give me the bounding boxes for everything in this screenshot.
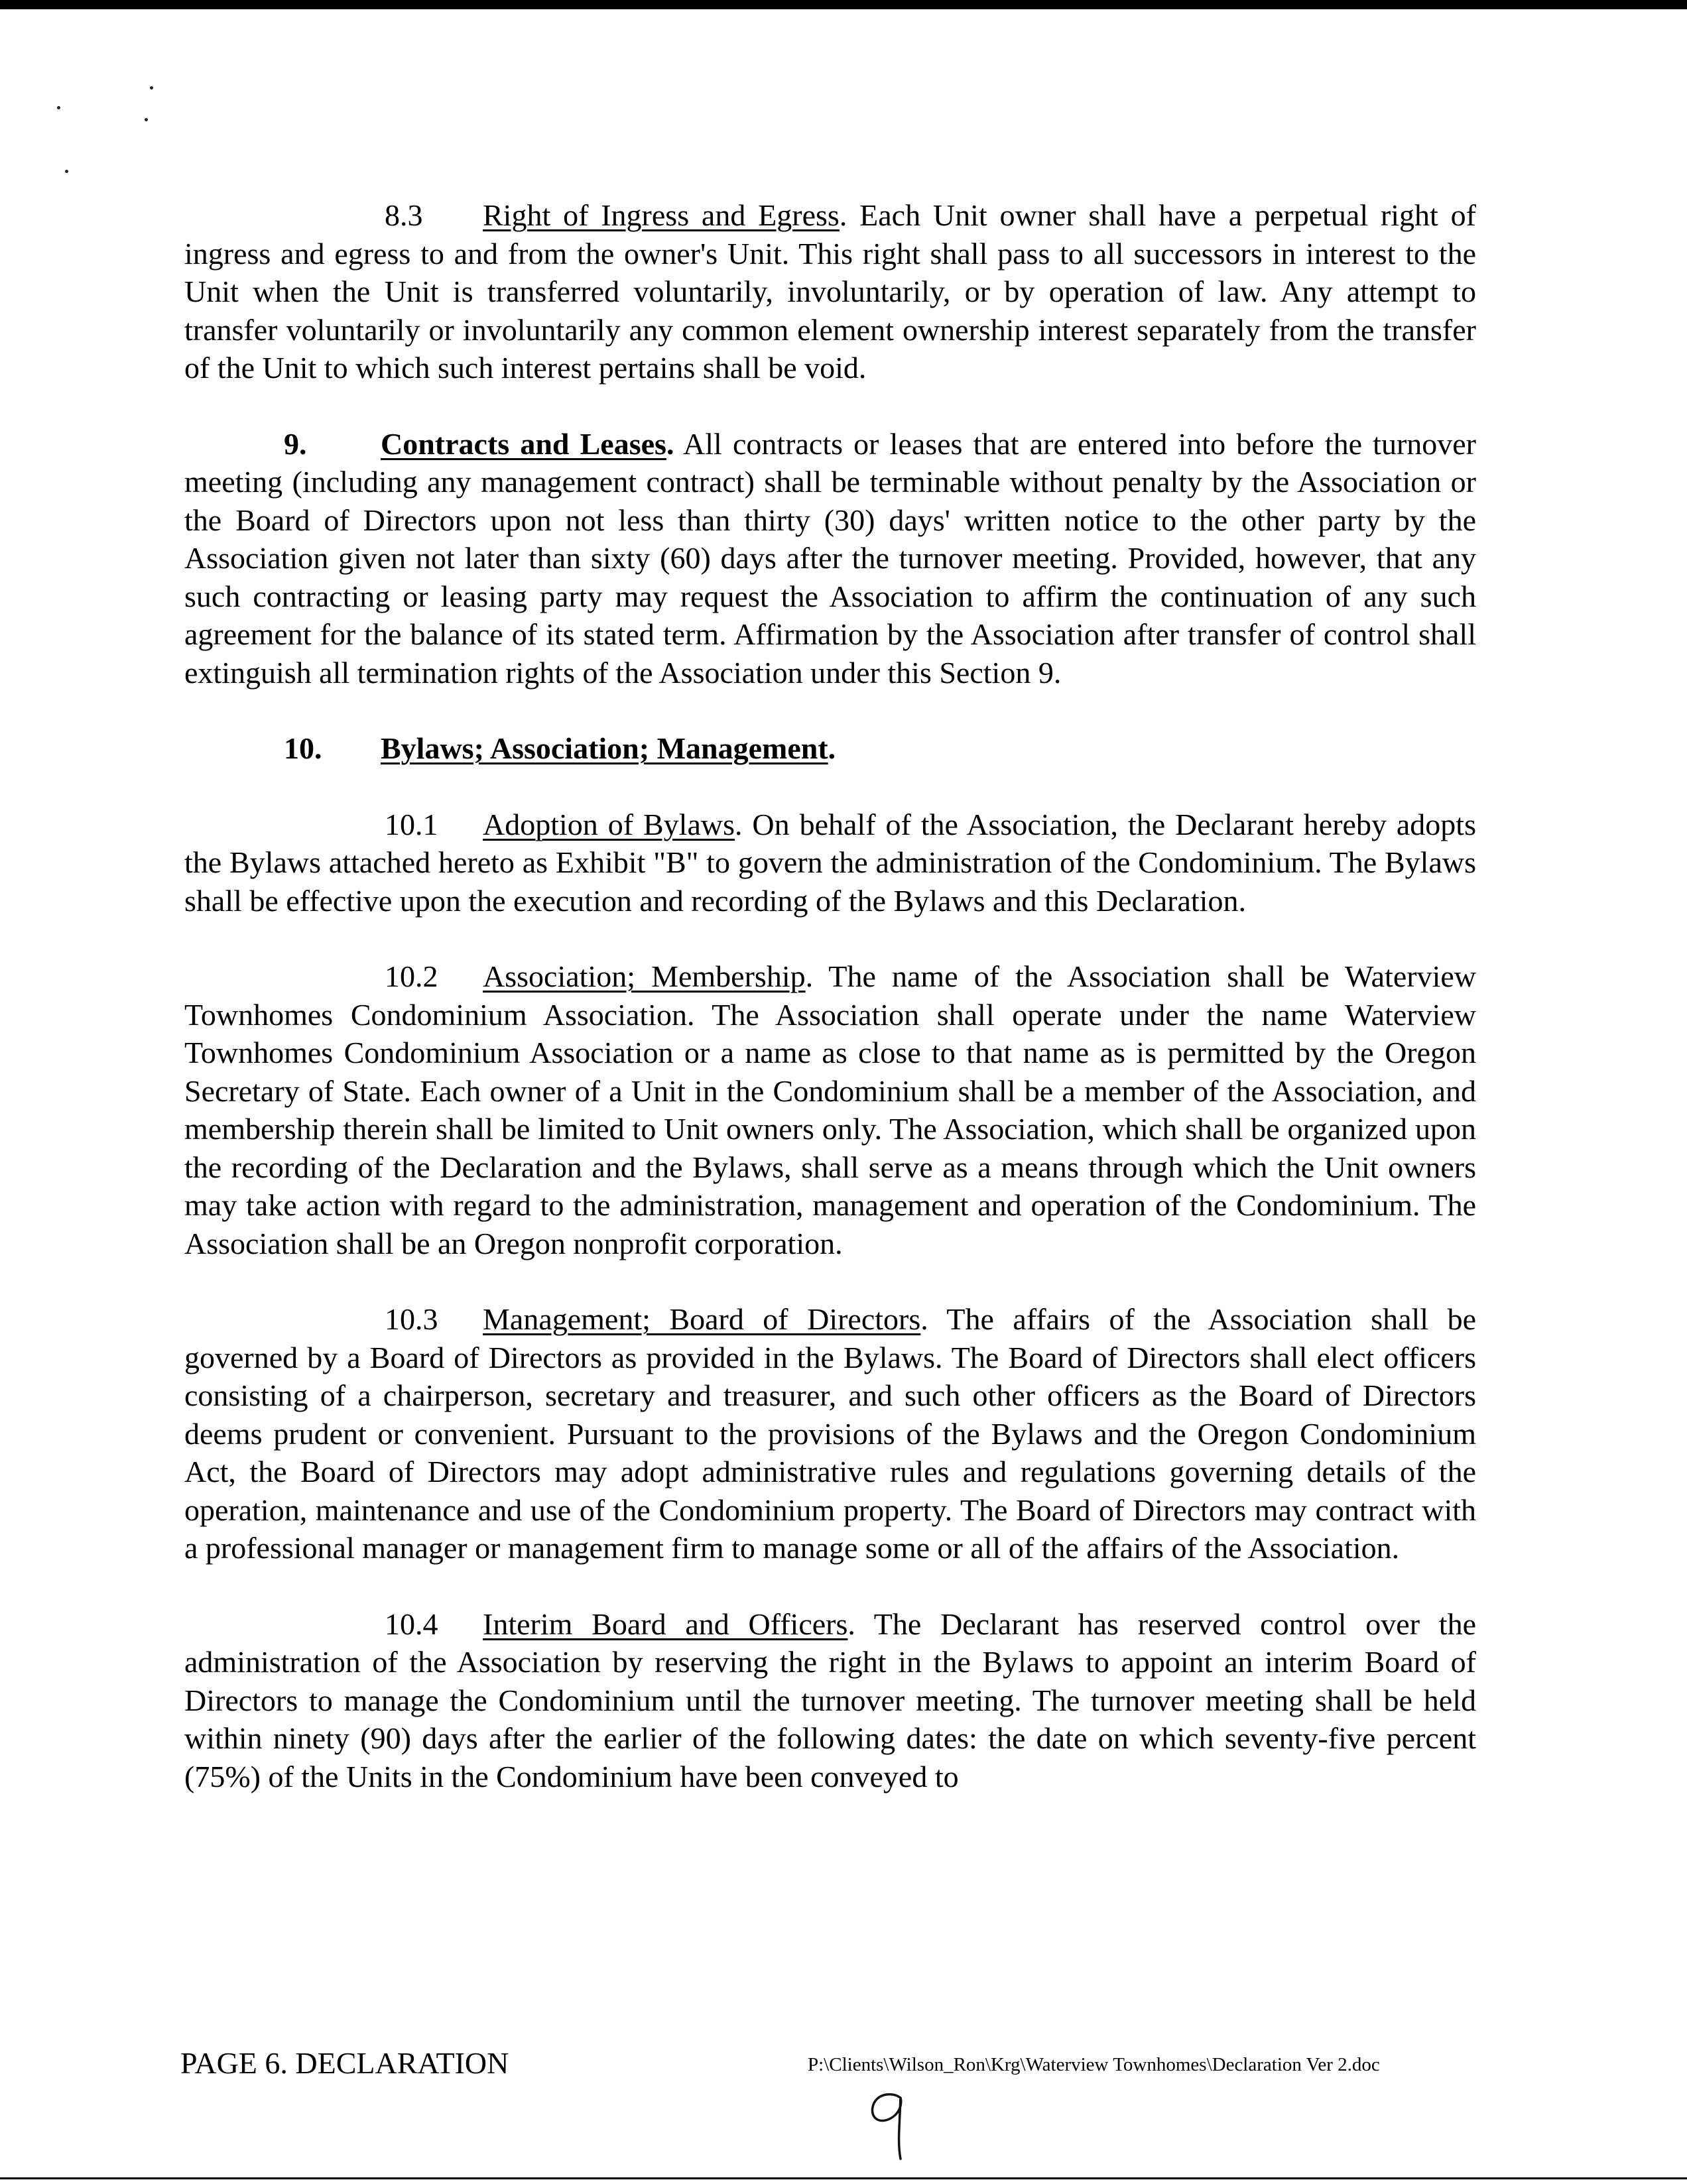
handwritten-page-number (866, 2089, 919, 2161)
section-number: 9. (284, 426, 307, 461)
section-title: Interim Board and Officers (483, 1607, 848, 1641)
section-8-3 (184, 196, 1476, 387)
section-body: . The affairs of the Association shall be governed by a Board of Directors as provided in the Bylaws. The Board of Directors shall elect officers consisting of a chairperson, secretary and treasurer, and such other officers as the Board of Directors deems prudent or convenient. Pursuant to the provisions of the Bylaws and the Oregon Condominium Act, the Board of Directors may adopt administrative rules and regulations governing details of the operation, maintenance and use of the Condominium property. The Board of Directors may contract with a professional manager or management firm to manage some or all of the affairs of the Association. (184, 1302, 1476, 1565)
section-10-heading (184, 729, 1476, 768)
scan-speck (145, 118, 148, 121)
section-title-suffix: . (666, 426, 674, 461)
section-10-4 (184, 1605, 1476, 1796)
section-10-3 (184, 1300, 1476, 1567)
footer-page-label: PAGE 6. DECLARATION (180, 2046, 509, 2080)
footer-file-path: P:\Clients\Wilson_Ron\Krg\Waterview Townhomes\Declaration Ver 2.doc (808, 2054, 1380, 2075)
section-title-suffix: . (828, 731, 836, 765)
scan-bottom-border (0, 2177, 1687, 2179)
section-title: Bylaws; Association; Management (381, 731, 828, 765)
section-body: All contracts or leases that are entered into before the turnover meeting (including any management contract) shall be terminable without penalty by the Association or the Board of Directors upon not less than thirty (30) days' written notice to the other party by the Association given not later than sixty (60) days after the turnover meeting. Provided, however, that any such contracting or leasing party may request the Association to affirm the continuation of any such agreement for the balance of its stated term. Affirmation by the Association after transfer of control shall extinguish all termination rights of the Association under this Section 9. (184, 426, 1476, 690)
section-title: Association; Membership (483, 959, 806, 993)
scan-speck (150, 86, 153, 90)
scan-speck (65, 170, 68, 173)
section-title: Adoption of Bylaws (483, 807, 735, 841)
section-title: Contracts and Leases (381, 426, 666, 461)
section-body: . On behalf of the Association, the Declarant hereby adopts the Bylaws attached hereto as Exhibit "B" to govern the administration of the Condominium. The Bylaws shall be effective upon the execution and recording of the Bylaws and this Declaration. (184, 807, 1476, 918)
scan-speck (57, 106, 60, 109)
section-body: . Each Unit owner shall have a perpetual right of ingress and egress to and from the owner's Unit. This right shall pass to all successors in interest to the Unit when the Unit is transferred voluntarily, involuntarily, or by operation of law. Any attempt to transfer voluntarily or involuntarily any common element ownership interest separately from the transfer of the Unit to which such interest pertains shall be void. (184, 198, 1476, 385)
section-number: 10.1 (385, 807, 438, 841)
section-number: 10.4 (385, 1607, 438, 1641)
section-number: 10. (284, 731, 322, 765)
section-number: 10.3 (385, 1302, 438, 1336)
section-body: . The name of the Association shall be Waterview Townhomes Condominium Association. The Association shall operate under the name Waterview Townhomes Condominium Association or a name as close to that name as is permitted by the Oregon Secretary of State. Each owner of a Unit in the Condominium shall be a member of the Association, and membership therein shall be limited to Unit owners only. The Association, which shall be organized upon the recording of the Declaration and the Bylaws, shall serve as a means through which the Unit owners may take action with regard to the administration, management and operation of the Condominium. The Association shall be an Oregon nonprofit corporation. (184, 959, 1476, 1260)
section-10-1 (184, 806, 1476, 920)
scan-top-border (0, 0, 1687, 9)
section-body: . The Declarant has reserved control over the administration of the Association by reserving the right in the Bylaws to appoint an interim Board of Directors to manage the Condominium until the turnover meeting. The turnover meeting shall be held within ninety (90) days after the earlier of the following dates: the date on which seventy-five percent (75%) of the Units in the Condominium have been conveyed to (184, 1607, 1476, 1793)
document-body (184, 196, 1476, 1795)
section-number: 10.2 (385, 959, 438, 993)
section-number: 8.3 (385, 198, 423, 232)
section-title: Right of Ingress and Egress (483, 198, 840, 232)
section-10-2 (184, 957, 1476, 1262)
section-title: Management; Board of Directors (483, 1302, 921, 1336)
section-9 (184, 425, 1476, 692)
